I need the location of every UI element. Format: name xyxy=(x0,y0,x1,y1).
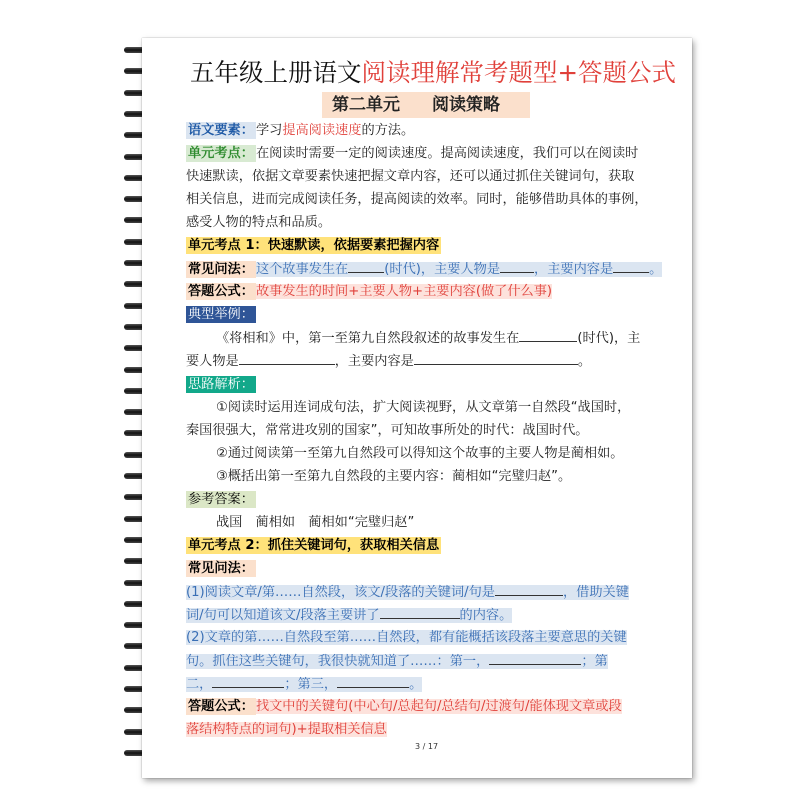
danyuan-kaodian: 单元考点： 在阅读时需要一定的阅读速度。提高阅读速度，我们可以在阅读时 xyxy=(188,146,639,161)
wenfa-2-q2: 句。抓住这些关键句，我很快就知道了……：第一， ；第 xyxy=(186,650,608,673)
kaodian-1: 单元考点 1：快速默读，依据要素把握内容 xyxy=(188,238,440,253)
analysis-line: ①阅读时运用连词成句法，扩大阅读视野，从文章第一自然段“战国时， xyxy=(216,400,631,415)
danyuan-line: 感受人物的特点和品质。 xyxy=(186,215,332,230)
kaodian-2: 单元考点 2：抓住关键词句，获取相关信息 xyxy=(188,538,440,553)
gongshi-2: 落结构特点的词句)+提取相关信息 xyxy=(186,722,387,737)
wenfa-2-label: 常见问法： xyxy=(188,561,254,576)
page-title: 五年级上册语文阅读理解常考题型+答题公式 xyxy=(190,58,677,87)
example-line: 要人物是 ，主要内容是 。 xyxy=(186,350,591,373)
wenfa-2-q1: (1)阅读文章/第……自然段，该文/段落的关键词/句是 ，借助关键 xyxy=(186,581,629,604)
wenfa-2-q1: 词/句可以知道该文/段落主要讲了 的内容。 xyxy=(186,604,512,627)
wenfa-1: 常见问法： 这个故事发生在 (时代)，主要人物是 ，主要内容是 。 xyxy=(186,258,662,281)
answer-label: 参考答案： xyxy=(188,492,254,507)
example-line: 《将相和》中，第一至第九自然段叙述的故事发生在 (时代)，主 xyxy=(216,327,640,350)
analysis-label: 思路解析： xyxy=(188,377,254,392)
example-label: 典型举例： xyxy=(188,307,254,322)
wenfa-2-q2: 二， ；第三， 。 xyxy=(186,673,422,696)
page-number: 3 / 17 xyxy=(415,742,439,751)
answer-text: 战国 蔺相如 蔺相如“完璧归赵” xyxy=(216,515,415,530)
analysis-line: 秦国很强大，常常进攻别的国家”，可知故事所处的时代：战国时代。 xyxy=(186,423,589,438)
gongshi-1: 答题公式： 故事发生的时间+主要人物+主要内容(做了什么事) xyxy=(188,284,553,299)
unit-subtitle: 第二单元 阅读策略 xyxy=(322,92,530,118)
analysis-line: ②通过阅读第一至第九自然段可以得知这个故事的主要人物是蔺相如。 xyxy=(216,446,624,461)
wenfa-2-q2: (2)文章的第……自然段至第……自然段，都有能概括该段落主要意思的关键 xyxy=(186,630,627,645)
danyuan-line: 相关信息，进而完成阅读任务，提高阅读的效率。同时，能够借助具体的事例， xyxy=(186,192,648,207)
gongshi-2: 答题公式： 找文中的关键句(中心句/总起句/总结句/过渡句/能体现文章或段 xyxy=(188,699,622,714)
danyuan-line: 快速默读，依据文章要素快速把握文章内容，还可以通过抓住关键词句，获取 xyxy=(186,169,635,184)
analysis-line: ③概括出第一至第九自然段的主要内容：蔺相如“完璧归赵”。 xyxy=(216,469,572,484)
yuwen-yaosu: 语文要素： 学习提高阅读速度的方法。 xyxy=(188,123,415,138)
